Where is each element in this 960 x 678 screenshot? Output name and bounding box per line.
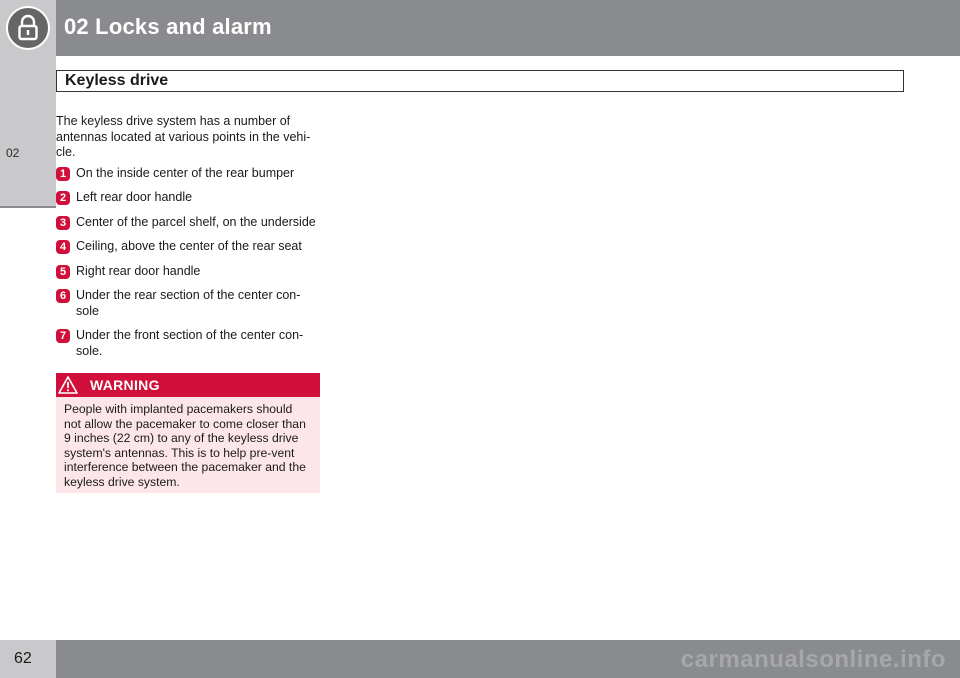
warning-box: [56, 373, 320, 493]
list-item-text: Right rear door handle: [76, 263, 201, 278]
list-item: [56, 215, 322, 231]
footer-bar: [56, 640, 960, 678]
list-item: [56, 288, 322, 319]
list-item-text: Under the front section of the center con-sole.: [76, 328, 304, 358]
list-item: [56, 328, 322, 359]
badge-number: 7: [59, 330, 67, 342]
warning-title: WARNING: [90, 377, 160, 393]
page-number: 62: [14, 650, 32, 667]
watermark: carmanualsonline.info: [680, 646, 946, 673]
number-badge-icon: [56, 265, 70, 279]
warning-text: People with implanted pacemakers should not allow the pacemaker to come closer than 9 inches (22 cm) to any of the keyless drive system's antennas. This is to help pre-vent interference between the pacemaker and the keyless drive system.: [64, 402, 306, 489]
badge-number: 5: [59, 265, 67, 278]
number-badge-icon: [56, 167, 70, 181]
list-item-text: Center of the parcel shelf, on the underside: [76, 214, 316, 229]
number-badge-icon: [56, 289, 70, 303]
chapter-number: 02: [6, 146, 20, 160]
badge-number: 1: [59, 167, 67, 180]
padlock-icon: [6, 6, 50, 50]
warning-triangle-icon: [58, 375, 78, 395]
list-item: [56, 190, 322, 206]
number-badge-icon: [56, 329, 70, 343]
footer-page-area: [0, 640, 56, 678]
chapter-title: 02 Locks and alarm: [64, 14, 272, 39]
badge-number: 4: [59, 241, 67, 253]
list-item: [56, 264, 322, 280]
list-item: [56, 239, 322, 255]
list-item-text: Left rear door handle: [76, 190, 193, 204]
list-item-text: Ceiling, above the center of the rear seat: [76, 239, 302, 253]
header-icon-area: [0, 0, 56, 56]
number-badge-icon: [56, 191, 70, 205]
intro-paragraph: The keyless drive system has a number of antennas located at various points in the vehi-cle.: [56, 114, 311, 159]
list-item-text: On the inside center of the rear bumper: [76, 165, 295, 180]
list-item: [56, 166, 322, 182]
number-badge-icon: [56, 240, 70, 254]
number-badge-icon: [56, 216, 70, 230]
section-title: Keyless drive: [65, 72, 169, 89]
section-heading-box: [56, 70, 904, 92]
chapter-side-tab: [0, 56, 56, 208]
warning-header: [56, 373, 320, 397]
badge-number: 3: [59, 216, 67, 229]
badge-number: 6: [59, 290, 67, 302]
badge-number: 2: [59, 192, 67, 204]
content-column: [56, 114, 322, 368]
list-item-text: Under the rear section of the center con-sole: [76, 288, 301, 318]
